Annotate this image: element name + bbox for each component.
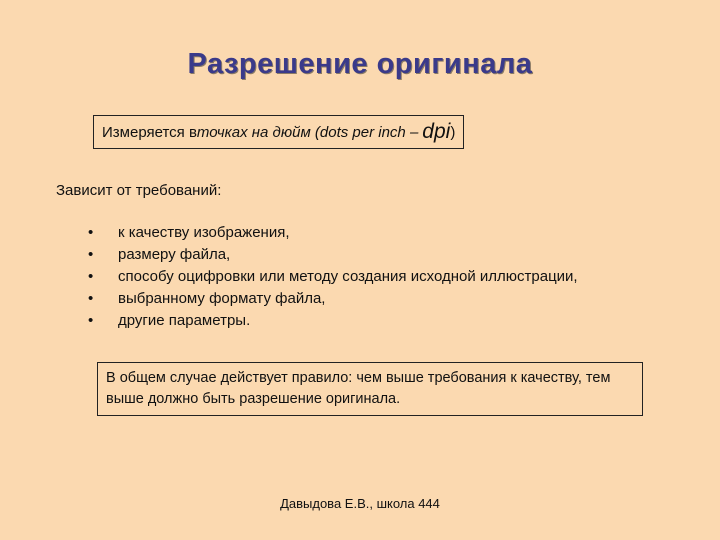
definition-prefix: Измеряется в (102, 123, 197, 141)
definition-italic: точках на дюйм (dots per inch – (196, 123, 419, 141)
list-item (88, 222, 578, 244)
list-item (88, 266, 578, 288)
slide-title: Разрешение оригинала (187, 48, 533, 80)
bullet: • (88, 246, 94, 263)
definition-box (93, 115, 464, 149)
dpi-label: dpi (422, 120, 451, 143)
list-item-text: к качеству изображения, (118, 224, 290, 241)
list-item (88, 310, 578, 332)
list-item-text: способу оцифровки или методу создания исходной иллюстрации, (118, 268, 578, 285)
bullet: • (88, 224, 94, 241)
depends-label: Зависит от требований: (56, 182, 222, 199)
list-item-text: размеру файла, (118, 246, 231, 263)
list-item-text: выбранному формату файла, (118, 290, 326, 307)
bullet: • (88, 312, 94, 329)
list-item (88, 288, 578, 310)
footer-credit: Давыдова Е.В., школа 444 (280, 496, 440, 511)
bullet: • (88, 290, 94, 307)
rule-box: В общем случае действует правило: чем выше требования к качеству, тем выше должно быть разрешение оригинала. (97, 362, 643, 416)
bullet: • (88, 268, 94, 285)
requirements-list (88, 222, 578, 332)
list-item-text: другие параметры. (118, 312, 251, 329)
definition-suffix: ) (450, 123, 456, 141)
list-item (88, 244, 578, 266)
